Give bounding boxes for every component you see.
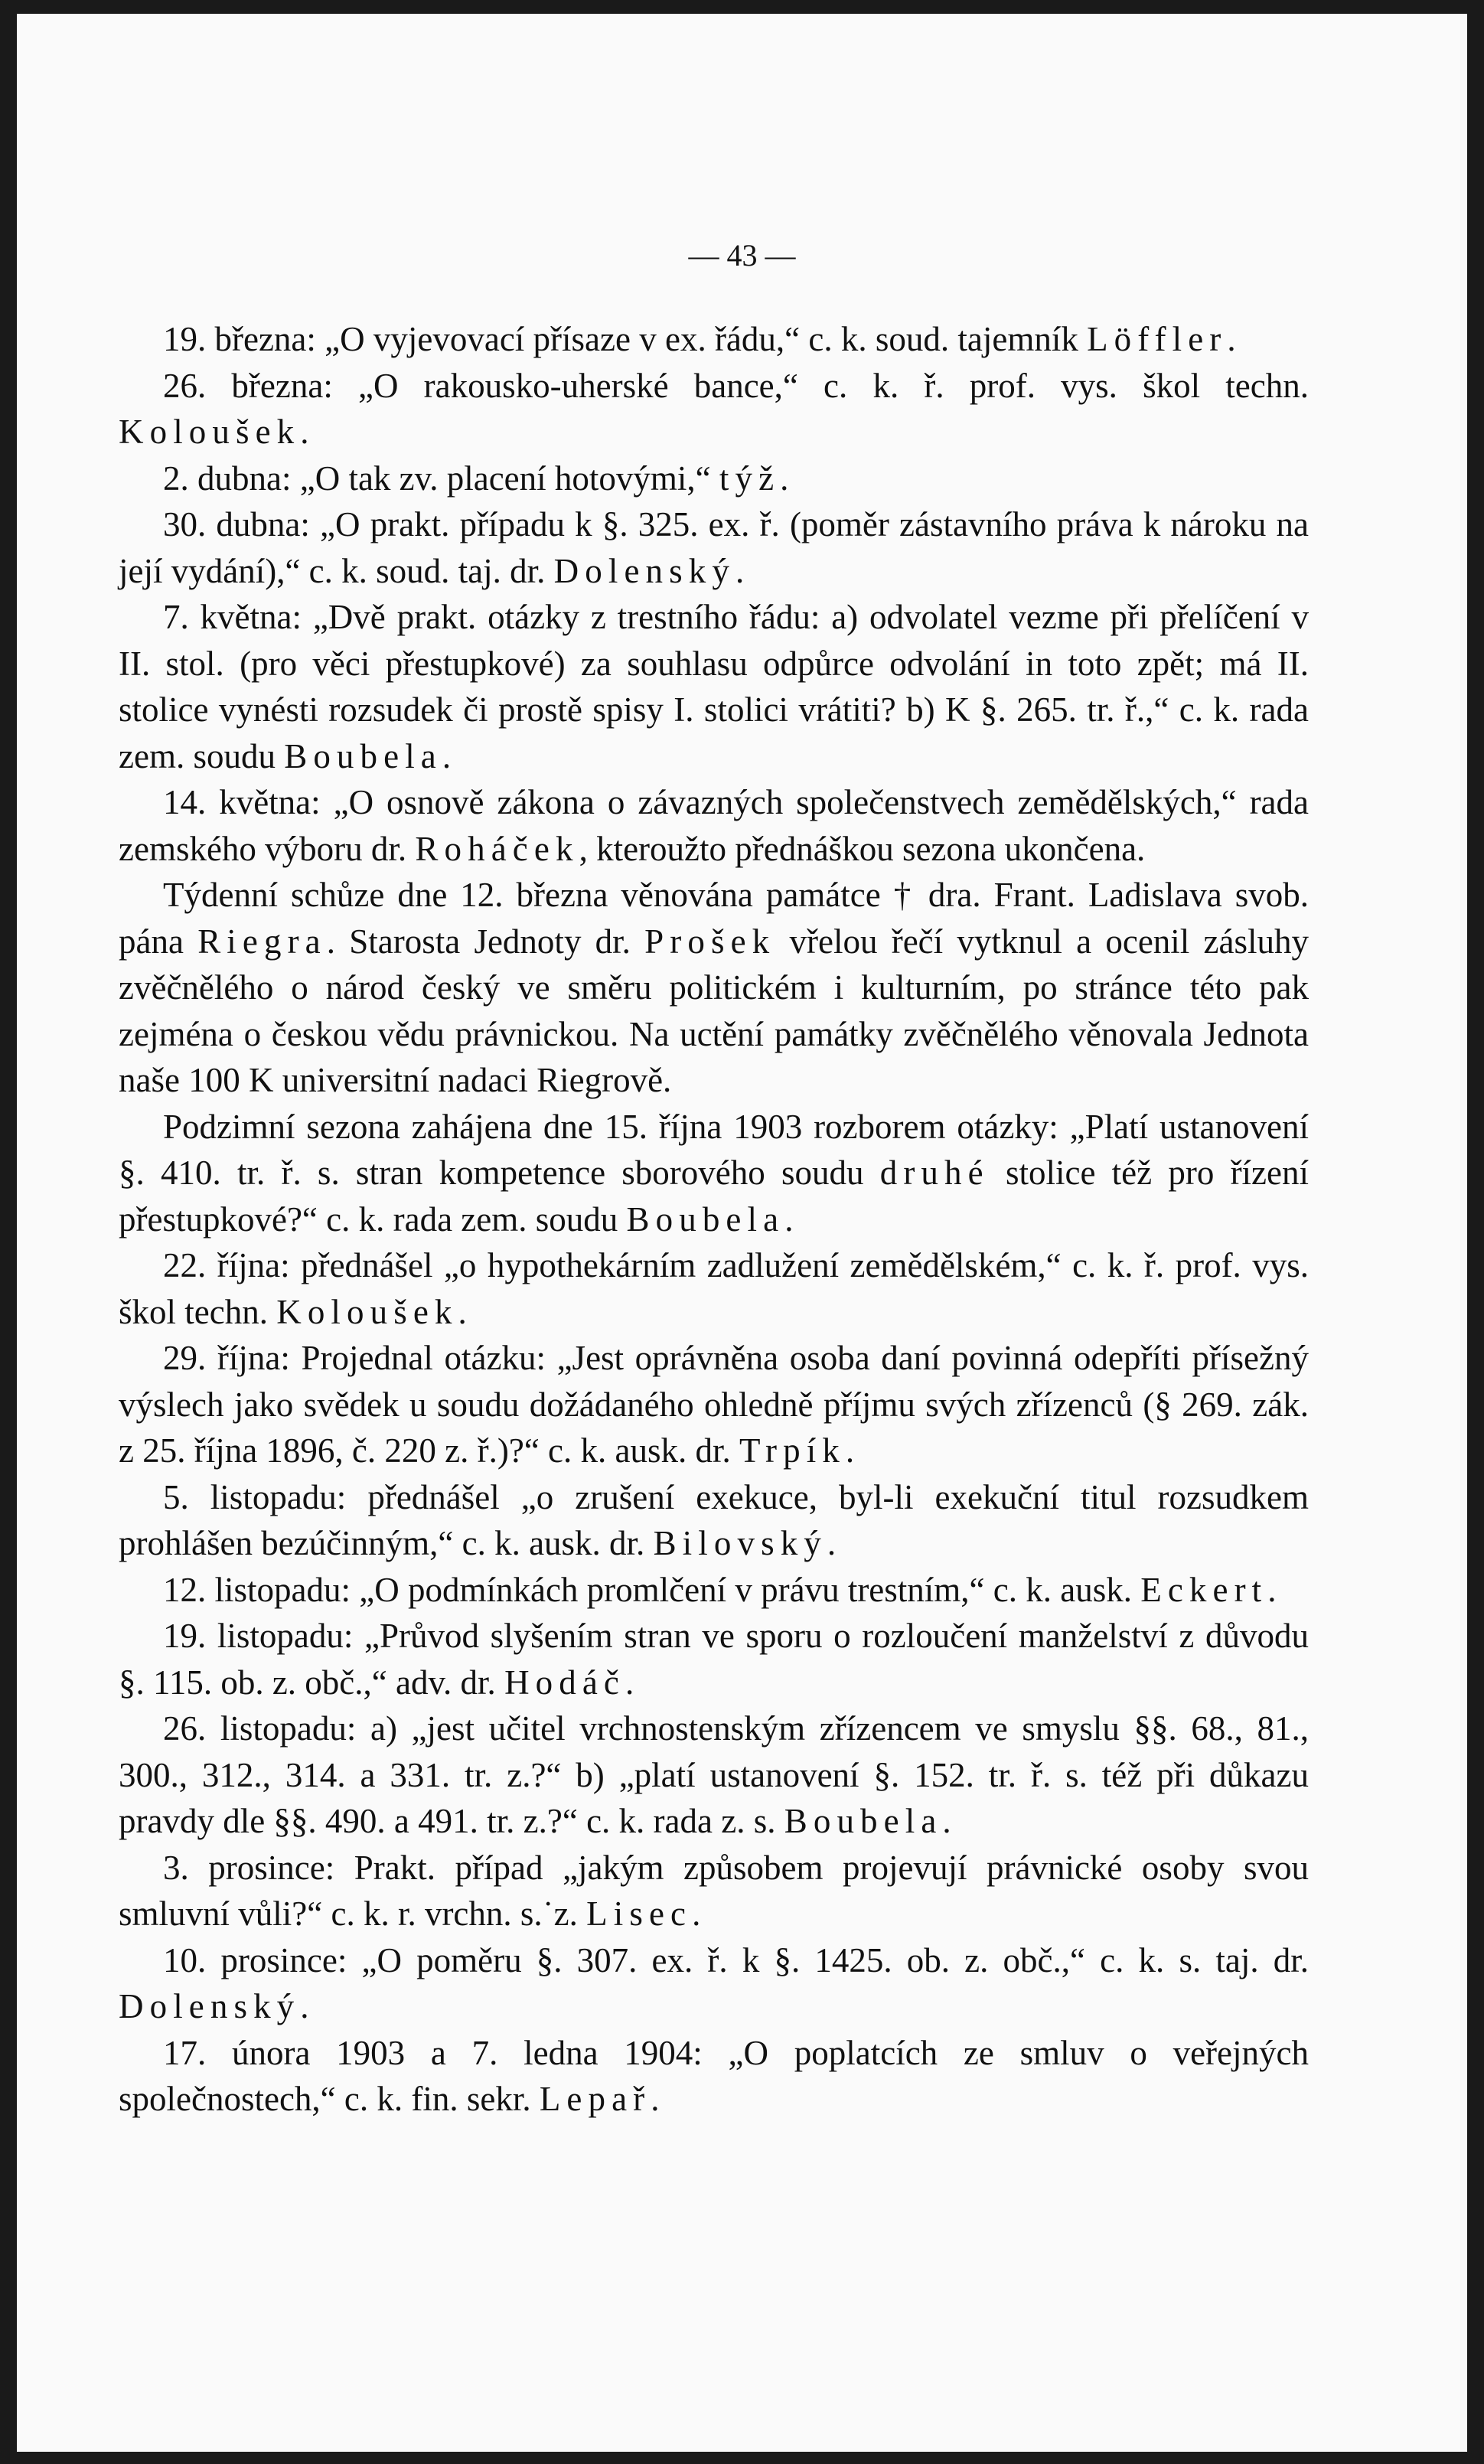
paragraph: 19. března: „O vyjevovací přísaze v ex. řádu,“ c. k. soud. tajemník Löffler. — [163, 320, 1236, 358]
spaced-name: Prošek — [644, 922, 776, 961]
spaced-name: Boubela — [784, 1802, 943, 1840]
spaced-name: Koloušek — [119, 413, 301, 451]
spaced-name: týž — [719, 459, 781, 498]
paragraph: Podzimní sezona zahájena dne 15. října 1903 rozborem otázky: „Platí ustanovení §. 410. tr. ř. s. stran kompetence sborového soudu druhé stolice též pro řízení přestupkové?“ c. k. rada zem. soudu Boubela. — [119, 1107, 1310, 1239]
paragraph: 26. listopadu: a) „jest učitel vrchnostenským zřízencem ve smyslu §§. 68., 81., 300., 312., 314. a 331. tr. z.?“ b) „platí ustanovení §. 152. tr. ř. s. též při důkazu pravdy dle §§. 490. a 491. tr. z.?“ c. k. rada z. s. Boubela. — [119, 1709, 1309, 1840]
page-number: — 43 — — [688, 238, 796, 273]
spaced-name: Eckert — [1140, 1570, 1268, 1609]
spaced-name: Trpík — [739, 1431, 846, 1470]
paragraph: 10. prosince: „O poměru §. 307. ex. ř. k §. 1425. ob. z. obč.,“ c. k. s. taj. dr. Dolenský. — [119, 1940, 1309, 2025]
spaced-name: Lisec — [586, 1895, 693, 1933]
paragraph: 17. února 1903 a 7. ledna 1904: „O poplatcích ze smluv o veřejných společnostech,“ c. k. fin. sekr. Lepař. — [119, 2033, 1309, 2118]
paragraph: 2. dubna: „O tak zv. placení hotovými,“ týž. — [163, 459, 789, 498]
spaced-name: Boubela — [626, 1199, 785, 1239]
spaced-name: Hodáč — [504, 1663, 626, 1702]
spaced-name: druhé — [879, 1154, 990, 1192]
spaced-name: Bilovský — [653, 1524, 827, 1562]
paragraph: 29. října: Projednal otázku: „Jest oprávněna osoba daní povinná odepříti přísežný výslech jako svědek u soudu dožádaného ohledně příjmu svých zřízenců (§ 269. zák. z 25. října 1896, č. 220 z. ř.)?“ c. k. ausk. dr. Trpík. — [119, 1339, 1309, 1470]
spaced-name: Löffler — [1087, 320, 1228, 358]
paragraph: 26. března: „O rakousko-uherské bance,“ c. k. ř. prof. vys. škol techn. Koloušek. — [119, 366, 1309, 451]
paragraph: 7. května: „Dvě prakt. otázky z trestního řádu: a) odvolatel vezme při přelíčení v II. stol. (pro věci přestupkové) za souhlasu odpůrce odvolání in toto zpět; má II. stolice vynésti rozsudek či prostě spisy I. stolici vrátiti? b) K §. 265. tr. ř.,“ c. k. rada zem. soudu Boubela. — [119, 598, 1309, 775]
spaced-name: Roháček — [415, 829, 579, 868]
spaced-name: Boubela — [284, 736, 442, 775]
body-text — [119, 316, 1309, 2123]
book-page — [17, 14, 1467, 2452]
paragraph: 19. listopadu: „Průvod slyšením stran ve sporu o rozloučení manželství z důvodu §. 115. ob. z. obč.,“ adv. dr. Hodáč. — [119, 1617, 1309, 1702]
paragraph: Týdenní schůze dne 12. března věnována památce † dra. Frant. Ladislava svob. pána Riegra. Starosta Jednoty dr. Prošek vřelou řečí vytknul a ocenil zásluhy zvěčnělého o národ český ve směru politickém i kulturním, po stránce této pak zejména o českou vědu právnickou. Na uctění památky zvěčnělého věnovala Jednota naše 100 K universitní nadaci Riegrově. — [119, 876, 1309, 1099]
spaced-name: Riegra — [197, 922, 327, 961]
paragraph: 12. listopadu: „O podmínkách promlčení v právu trestním,“ c. k. ausk. Eckert. — [163, 1570, 1277, 1609]
spaced-name: Koloušek — [276, 1292, 458, 1331]
spaced-name: Lepař — [539, 2080, 651, 2118]
paragraph: 22. října: přednášel „o hypothekárním zadlužení zemědělském,“ c. k. ř. prof. vys. škol techn. Koloušek. — [119, 1246, 1309, 1331]
spaced-name: Dolenský — [119, 1987, 301, 2025]
paragraph: 5. listopadu: přednášel „o zrušení exekuce, byl-li exekuční titul rozsudkem prohlášen bezúčinným,“ c. k. ausk. dr. Bilovský. — [119, 1477, 1309, 1562]
paragraph: 14. května: „O osnově zákona o závazných společenstvech zemědělských,“ rada zemského výboru dr. Roháček, kteroužto přednáškou sezona ukončena. — [119, 783, 1309, 868]
paragraph: 3. prosince: Prakt. případ „jakým způsobem projevují právnické osoby svou smluvní vůli?“ c. k. r. vrchn. s.˙z. Lisec. — [119, 1848, 1309, 1933]
paragraph: 30. dubna: „O prakt. případu k §. 325. ex. ř. (poměr zástavního práva k nároku na její vydání),“ c. k. soud. taj. dr. Dolenský. — [119, 505, 1309, 590]
spaced-name: Dolenský — [553, 551, 735, 590]
